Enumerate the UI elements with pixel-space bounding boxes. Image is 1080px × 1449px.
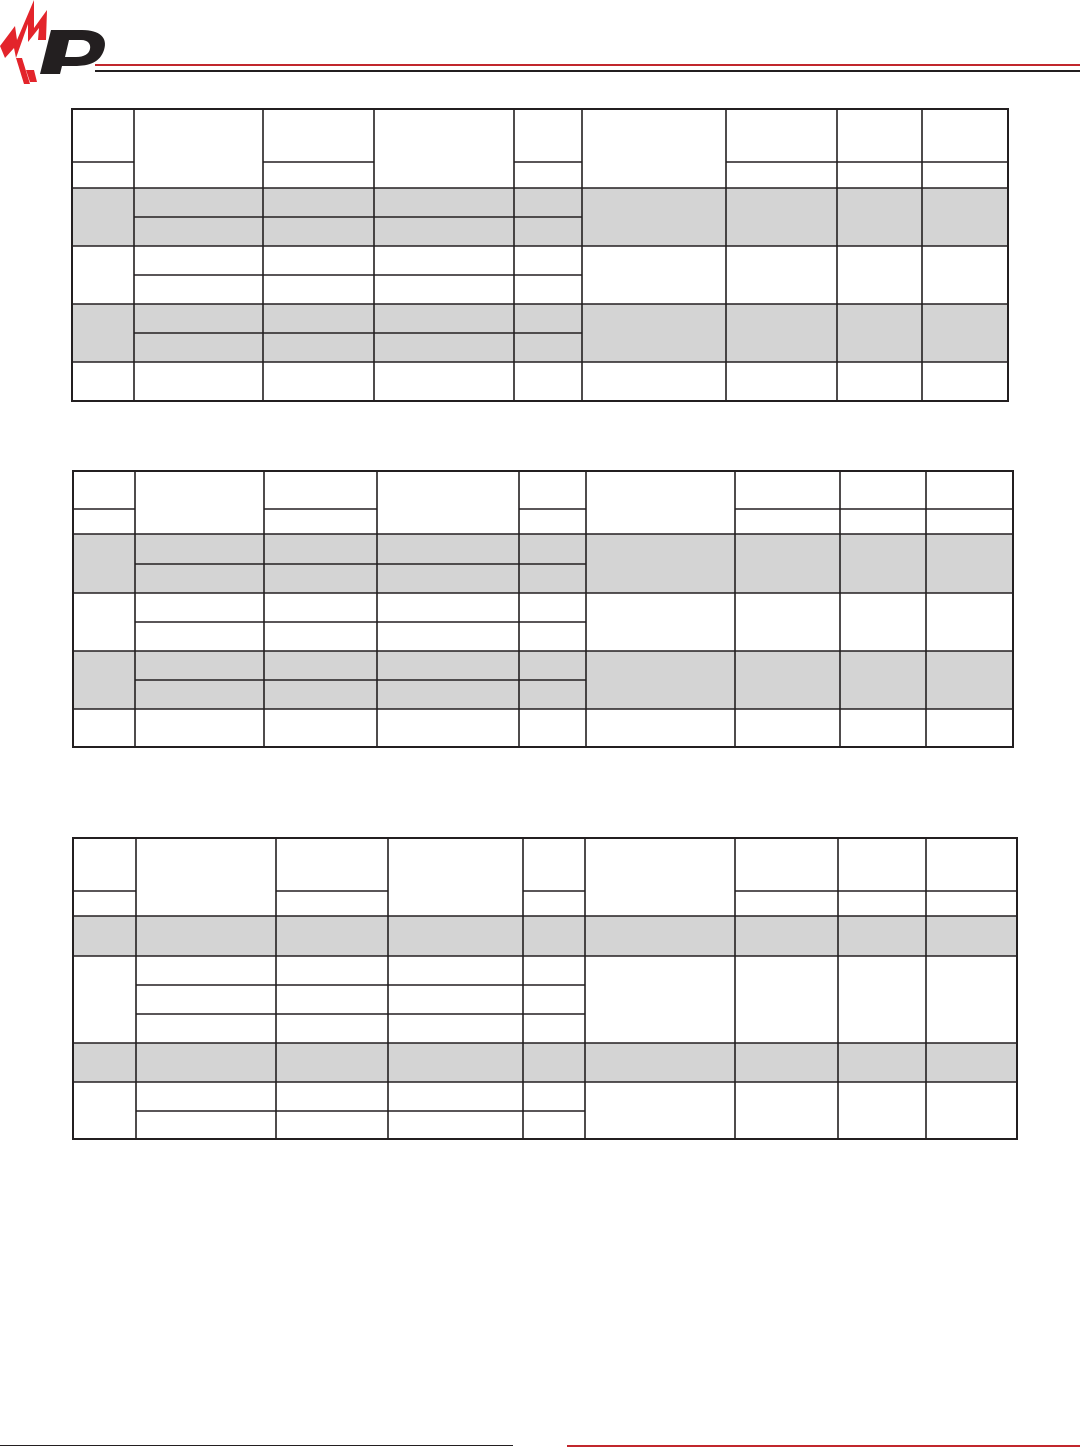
footer-red-rule	[567, 1445, 1080, 1447]
table-3-shaded-row	[73, 916, 1017, 956]
footer-black-rule	[0, 1445, 513, 1446]
table-3-shaded-row	[73, 1043, 1017, 1082]
table-border	[73, 838, 1017, 1139]
